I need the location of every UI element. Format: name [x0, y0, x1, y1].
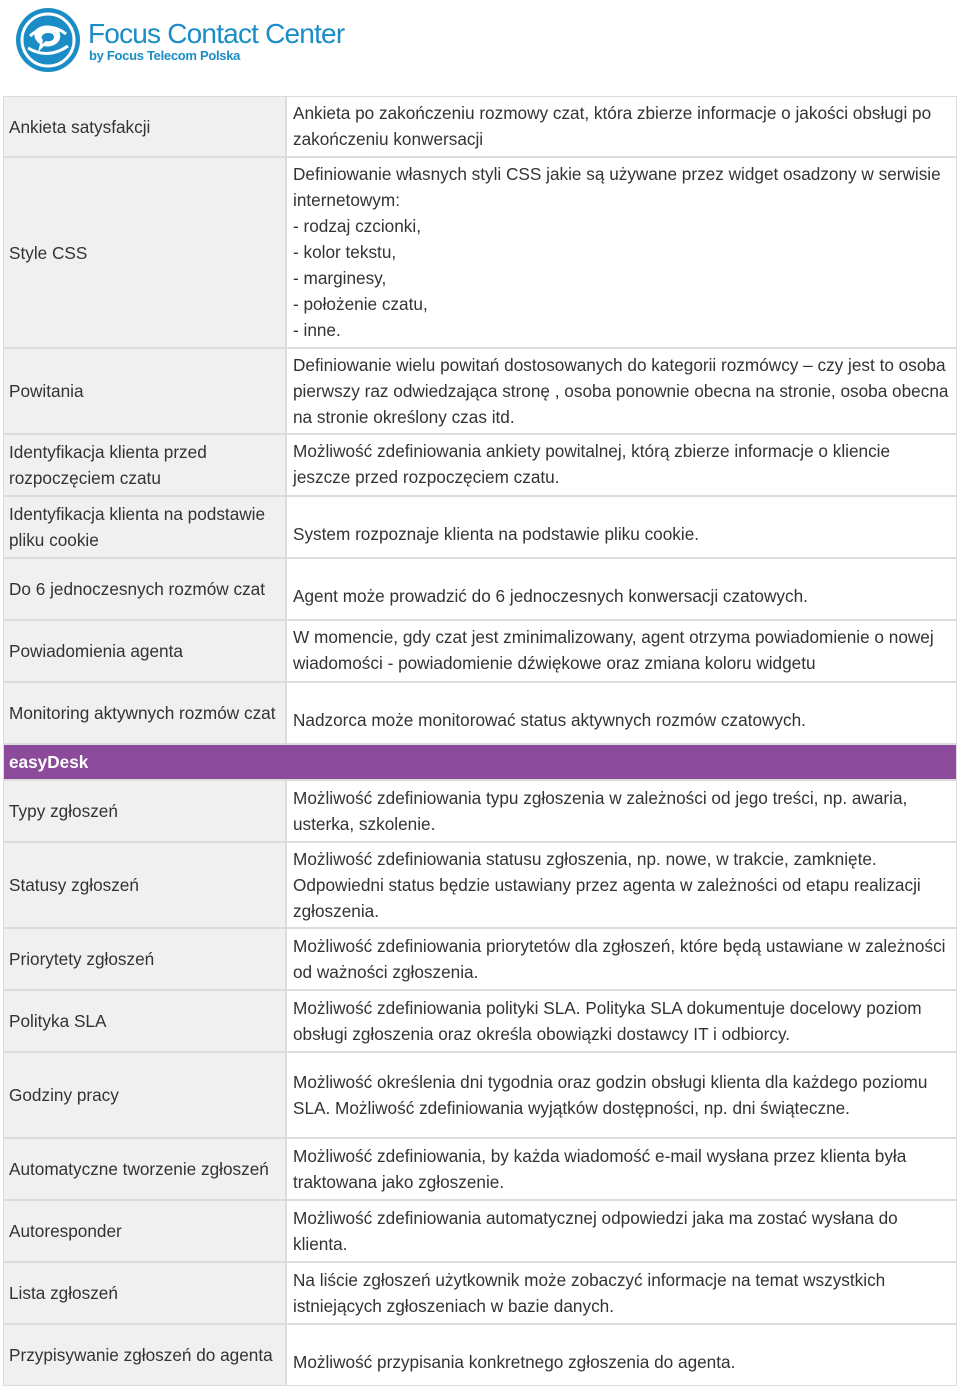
table-row	[3, 1262, 957, 1324]
feature-label: Powiadomienia agenta	[3, 620, 286, 682]
table-row	[3, 558, 957, 620]
feature-description: Definiowanie własnych styli CSS jakie są używane przez widget osadzony w serwisie internetowym: - rodzaj czcionki, - kolor tekstu, - marginesy, - położenie czatu, - inne.	[286, 157, 957, 348]
feature-label: Lista zgłoszeń	[3, 1262, 286, 1324]
features-table	[3, 96, 957, 1386]
feature-label: Do 6 jednoczesnych rozmów czat	[3, 558, 286, 620]
table-row	[3, 1052, 957, 1138]
feature-label: Przypisywanie zgłoszeń do agenta	[3, 1324, 286, 1386]
feature-label: Statusy zgłoszeń	[3, 842, 286, 928]
table-row	[3, 682, 957, 744]
table-row	[3, 620, 957, 682]
feature-description: Możliwość zdefiniowania polityki SLA. Polityka SLA dokumentuje docelowy poziom obsługi zgłoszenia oraz określa obowiązki dostawcy IT i odbiorcy.	[286, 990, 957, 1052]
feature-description: Możliwość zdefiniowania statusu zgłoszenia, np. nowe, w trakcie, zamknięte. Odpowiedni status będzie ustawiany przez agenta w zależności od etapu realizacji zgłoszenia.	[286, 842, 957, 928]
feature-label: Autoresponder	[3, 1200, 286, 1262]
table-row	[3, 990, 957, 1052]
table-row	[3, 157, 957, 348]
table-row	[3, 348, 957, 434]
table-row	[3, 434, 957, 496]
table-row	[3, 1200, 957, 1262]
table-row	[3, 496, 957, 558]
feature-label: Automatyczne tworzenie zgłoszeń	[3, 1138, 286, 1200]
feature-label: Style CSS	[3, 157, 286, 348]
feature-description: Na liście zgłoszeń użytkownik może zobaczyć informacje na temat wszystkich istniejących zgłoszeniach w bazie danych.	[286, 1262, 957, 1324]
feature-description: Możliwość przypisania konkretnego zgłoszenia do agenta.	[286, 1324, 957, 1386]
table-row	[3, 1138, 957, 1200]
feature-description: Możliwość zdefiniowania automatycznej odpowiedzi jaka ma zostać wysłana do klienta.	[286, 1200, 957, 1262]
feature-description: Możliwość określenia dni tygodnia oraz godzin obsługi klienta dla każdego poziomu SLA. Możliwość zdefiniowania wyjątków dostępności, np. dni świąteczne.	[286, 1052, 957, 1138]
feature-label: Monitoring aktywnych rozmów czat	[3, 682, 286, 744]
company-logo	[14, 6, 345, 74]
feature-description: Definiowanie wielu powitań dostosowanych do kategorii rozmówcy – czy jest to osoba pierwszy raz odwiedzająca stronę , osoba ponownie obecna na stronie, osoba obecna na stronie określony czas itd.	[286, 348, 957, 434]
feature-description: Możliwość zdefiniowania ankiety powitalnej, którą zbierze informacje o kliencie jeszcze przed rozpoczęciem czatu.	[286, 434, 957, 496]
logo-subtitle: by Focus Telecom Polska	[89, 48, 241, 63]
feature-label: Ankieta satysfakcji	[3, 96, 286, 157]
feature-label: Identyfikacja klienta na podstawie pliku cookie	[3, 496, 286, 558]
feature-label: Powitania	[3, 348, 286, 434]
feature-description: Nadzorca może monitorować status aktywnych rozmów czatowych.	[286, 682, 957, 744]
table-row	[3, 780, 957, 842]
feature-description: Agent może prowadzić do 6 jednoczesnych konwersacji czatowych.	[286, 558, 957, 620]
feature-description: Możliwość zdefiniowania typu zgłoszenia w zależności od jego treści, np. awaria, usterka, szkolenie.	[286, 780, 957, 842]
table-row	[3, 1324, 957, 1386]
feature-label: Typy zgłoszeń	[3, 780, 286, 842]
globe-chat-icon	[14, 6, 82, 74]
logo-title: Focus Contact Center	[88, 18, 345, 49]
feature-label: Polityka SLA	[3, 990, 286, 1052]
feature-label: Priorytety zgłoszeń	[3, 928, 286, 990]
feature-description: Możliwość zdefiniowania priorytetów dla zgłoszeń, które będą ustawiane w zależności od ważności zgłoszenia.	[286, 928, 957, 990]
table-row	[3, 842, 957, 928]
feature-label: Godziny pracy	[3, 1052, 286, 1138]
feature-description: Ankieta po zakończeniu rozmowy czat, która zbierze informacje o jakości obsługi po zakończeniu konwersacji	[286, 96, 957, 157]
feature-label: Identyfikacja klienta przed rozpoczęciem czatu	[3, 434, 286, 496]
feature-description: W momencie, gdy czat jest zminimalizowany, agent otrzyma powiadomienie o nowej wiadomości - powiadomienie dźwiękowe oraz zmiana koloru widgetu	[286, 620, 957, 682]
feature-description: System rozpoznaje klienta na podstawie pliku cookie.	[286, 496, 957, 558]
table-row	[3, 96, 957, 157]
feature-description: Możliwość zdefiniowania, by każda wiadomość e-mail wysłana przez klienta była traktowana jako zgłoszenie.	[286, 1138, 957, 1200]
section-title: easyDesk	[3, 744, 957, 780]
section-header	[3, 744, 957, 780]
table-row	[3, 928, 957, 990]
